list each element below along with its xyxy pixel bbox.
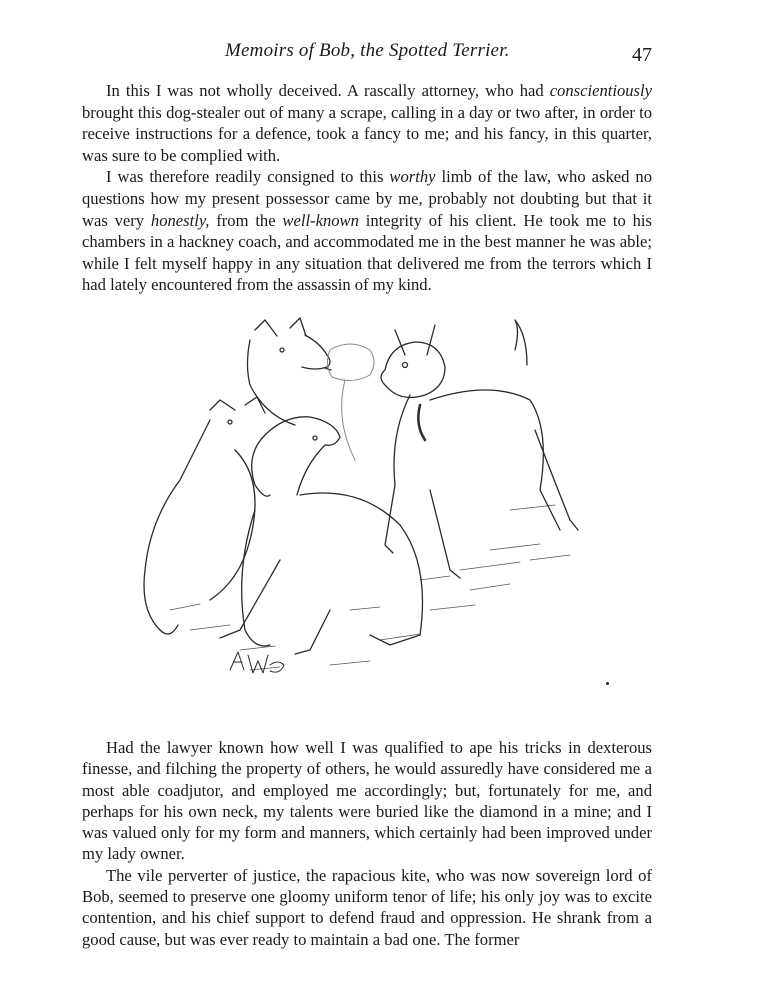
paragraph-3: Had the lawyer known how well I was qualified to ape his tricks in dexterous finesse, and filching the property of others, he would assuredly have considered me a most able coadjutor, and employed me accordingly; but, fortunately for me, and perhaps for his own neck, my talents were buried like the diamond in a mine; and I was valued only for my form and manners, which certainly had been improved under my lady owner. [82,738,652,864]
running-head: Memoirs of Bob, the Spotted Terrier. [225,40,510,61]
stray-ink-dot [606,682,609,685]
paragraph-1 [82,80,652,166]
emphasis-conscientiously: conscientiously [549,81,652,100]
paragraph-2-text-b: limb of the law, who asked no questions how my present possessor came by me, probably not doubting but that it was very [82,167,653,230]
dog-faint-back [327,344,374,460]
emphasis-honestly: honestly, [150,210,210,230]
dog-centre-foreground [220,417,423,654]
emphasis-worthy: worthy [389,167,436,187]
paragraph-2 [82,166,652,296]
paragraph-1-text-b: brought this dog-stealer out of many a scrape, calling in a day or two after, in order to receive instructions for a defence, took a fancy to me; and his fancy, in this quarter, was sure to be complied with. [82,102,652,165]
paragraph-4: The vile perverter of justice, the rapacious kite, who was now sovereign lord of Bob, seemed to preserve one gloomy uniform tenor of life; his only joy was to excite contention, and his chief support to defend fraud and oppression. He shrank from a good cause, but was ever ready to maintain a bad one. The former [82,865,652,949]
top-text-block [82,80,652,296]
page-number: 47 [632,44,652,66]
dogs-illustration [130,310,600,710]
paragraph-2-text-c: from the [209,210,283,230]
emphasis-well-known: well-known [282,210,359,230]
dog-back-left [248,318,332,425]
paragraph-2-text-a: I was therefore readily consigned to this [106,167,390,187]
dog-sitting-left [144,397,265,634]
bottom-text-block [82,737,652,950]
artist-monogram [230,652,284,673]
ground-hatching [170,505,570,670]
dog-standing-right [381,320,578,578]
paragraph-1-text-a: In this I was not wholly deceived. A rascally attorney, who had [106,81,550,100]
paragraph-2-text-d: integrity of his client. He took me to his chambers in a hackney coach, and accommodated me in the best manner he was able; while I felt myself happy in any situation that delivered me from the terrors which I had lately encountered from the assassin of my kind. [82,210,652,295]
